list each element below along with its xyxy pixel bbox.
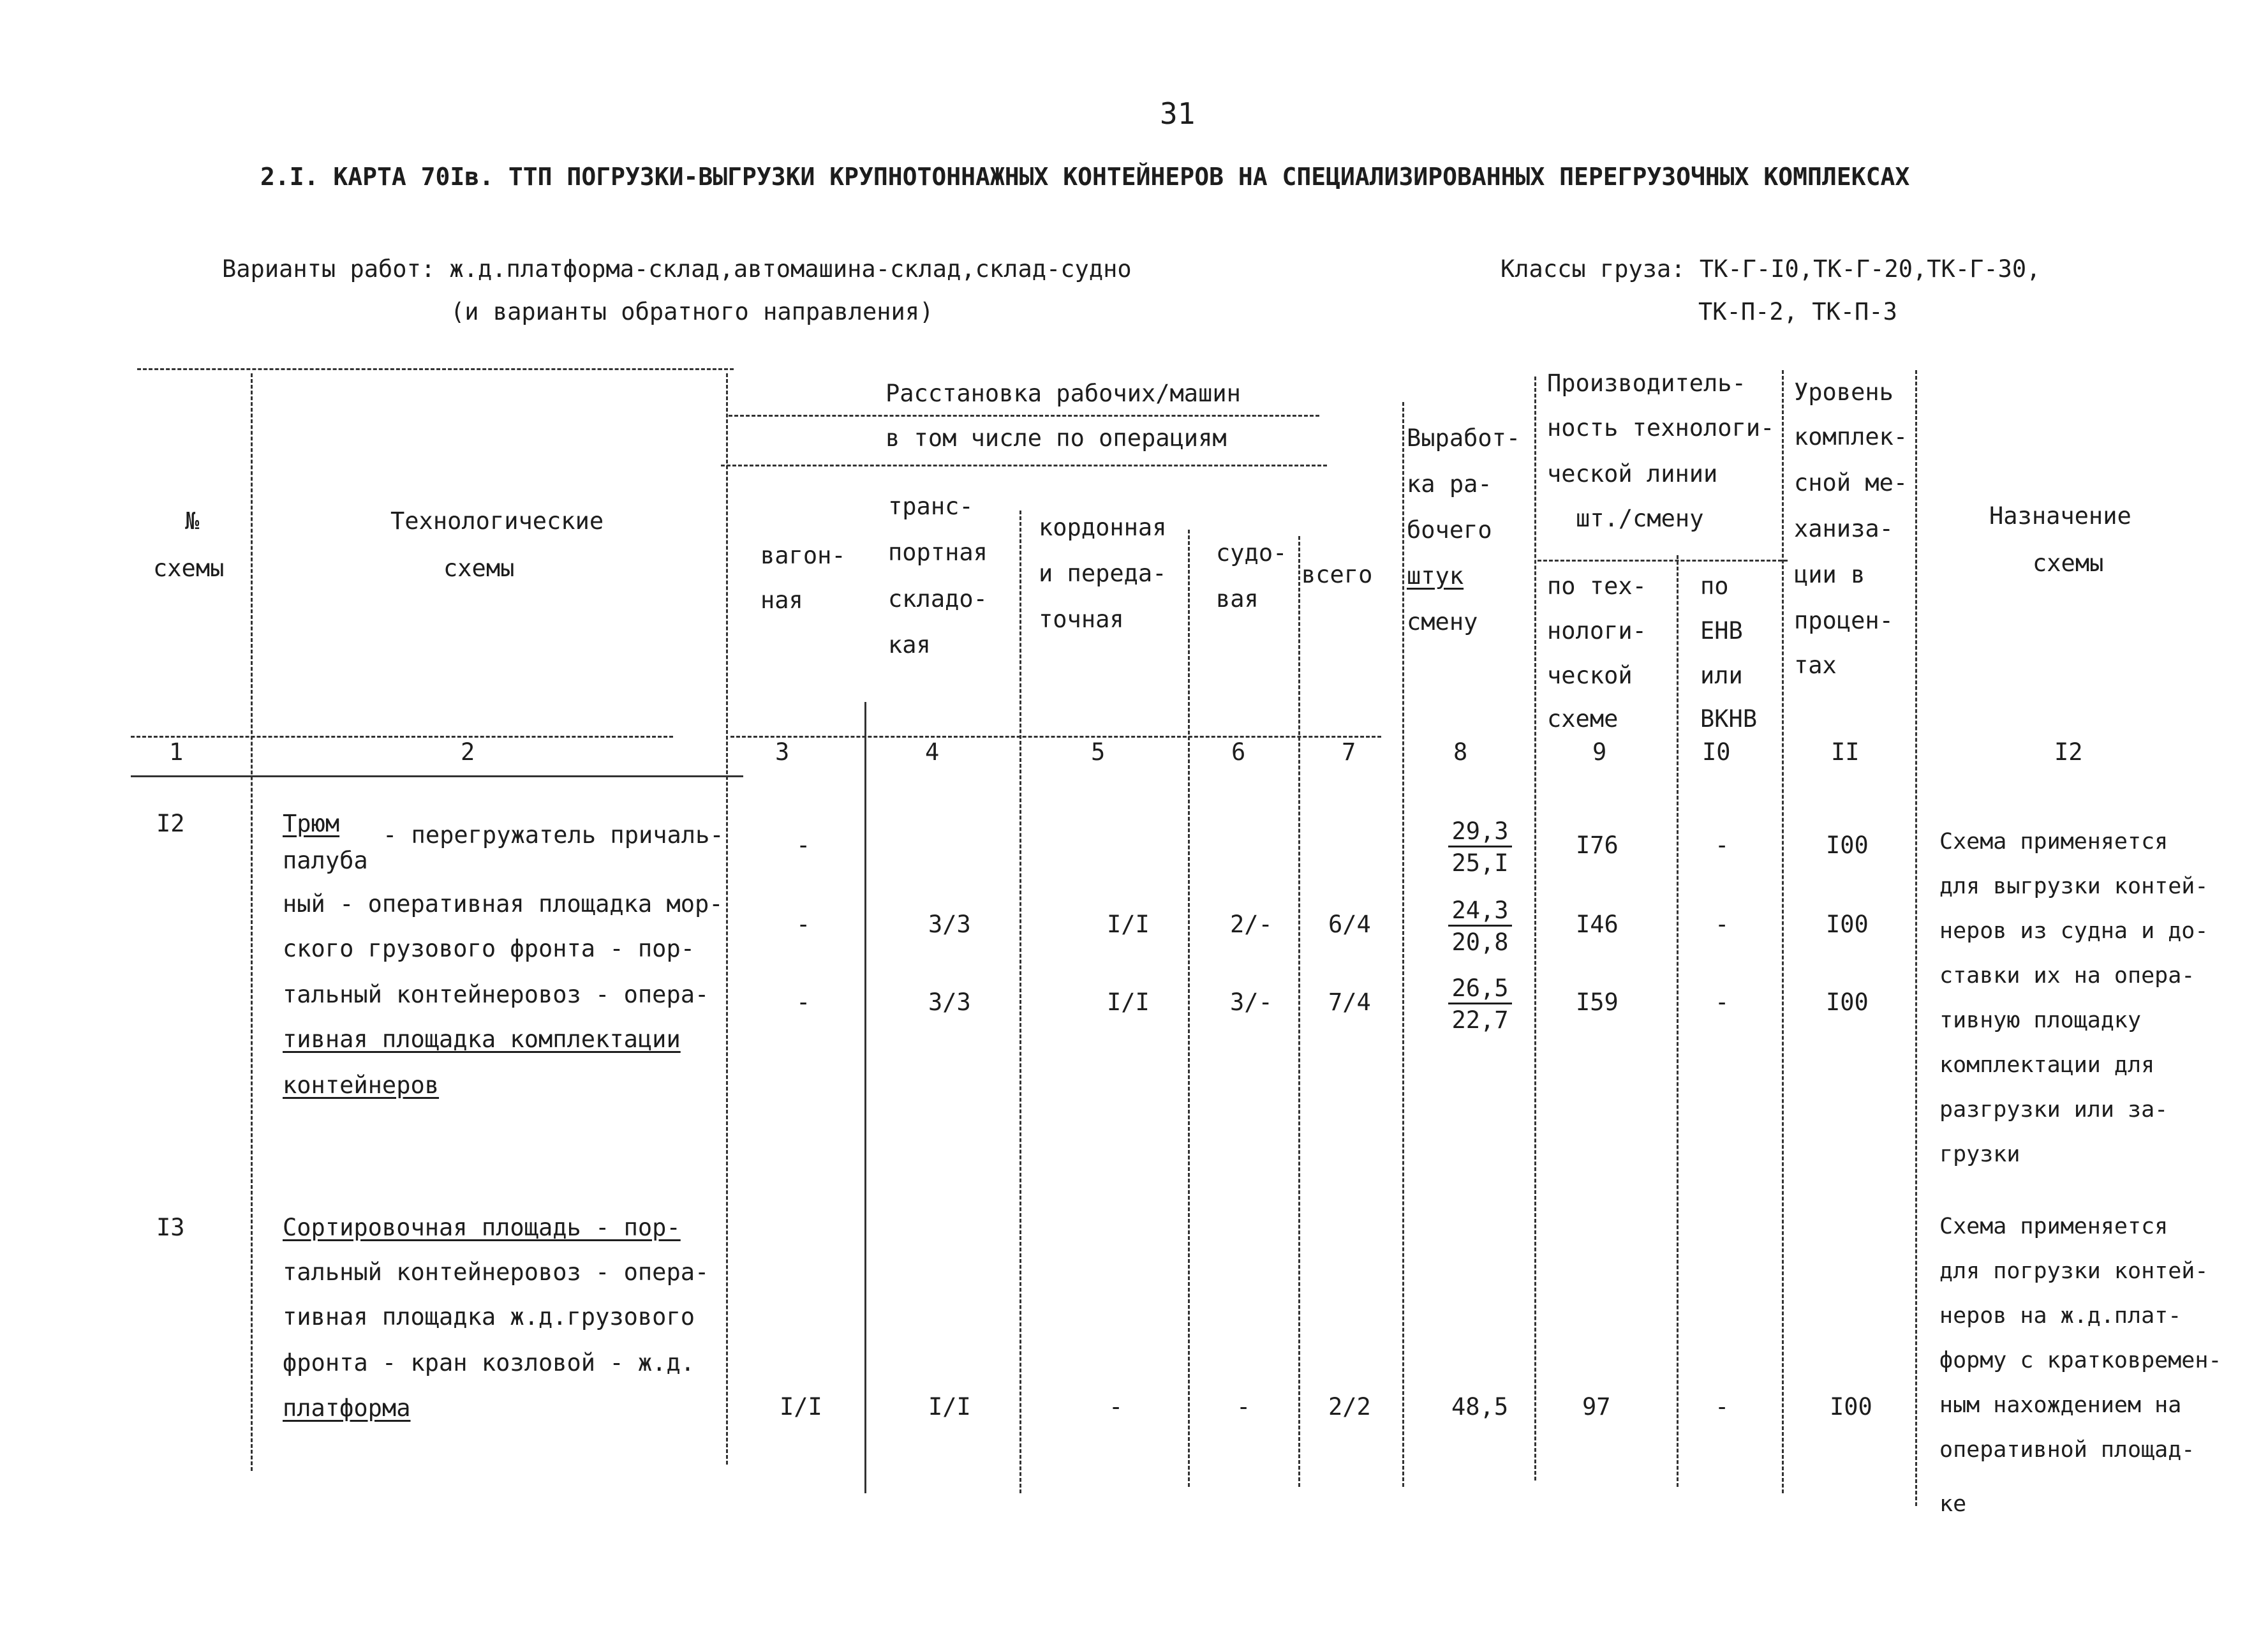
s13-cordon: - (1109, 1393, 1123, 1421)
s12-purpose-3: неров из судна и до- (1939, 918, 2209, 944)
s12-r3-cordon: I/I (1107, 988, 1150, 1016)
s12-purpose-1: Схема применяется (1939, 829, 2168, 854)
header-transport-3: складо- (888, 585, 988, 613)
header-group-sub: в том числе по операциям (886, 424, 1227, 452)
header-total: всего (1301, 561, 1373, 588)
scheme-12-deck-label: палуба (283, 847, 368, 874)
s12-r2-by-norm: - (1715, 911, 1730, 938)
s13-total: 2/2 (1328, 1393, 1371, 1421)
variants-line2: (и варианты обратного направления) (450, 298, 934, 325)
header-purpose-2: схемы (2033, 549, 2104, 577)
s12-r1-by-norm: - (1715, 832, 1730, 859)
s13-by-scheme: 97 (1582, 1393, 1611, 1421)
header-output-2: ка ра- (1407, 470, 1492, 498)
col-divider-9 (1677, 555, 1679, 1487)
s12-r3-by-norm: - (1715, 988, 1730, 1016)
s12-r3-mech: I00 (1826, 988, 1869, 1016)
s12-r3-output-num: 26,5 (1448, 976, 1512, 1004)
col-number-6: 6 (1231, 738, 1246, 766)
header-mech-level-2: комплек- (1794, 423, 1908, 451)
s13-purpose-4: форму с кратковремен- (1939, 1348, 2222, 1373)
col-divider-8 (1534, 377, 1536, 1481)
group-sub-rule (721, 465, 1327, 466)
s13-purpose-2: для погрузки контей- (1939, 1258, 2209, 1284)
s13-mech: I00 (1830, 1393, 1872, 1421)
s13-transport: I/I (928, 1393, 971, 1421)
col-divider-3 (864, 702, 866, 1493)
scheme-13-text-1-value: Сортировочная площадь - пор- (283, 1214, 681, 1241)
col-number-2: 2 (461, 738, 475, 766)
header-mech-level-7: тах (1794, 652, 1837, 679)
s12-r2-wagon: - (796, 911, 811, 938)
header-output-4: штук (1407, 562, 1464, 590)
col-divider-10 (1782, 370, 1784, 1493)
scheme-12-text-6: контейнеров (283, 1071, 440, 1099)
header-cordon-2: и переда- (1039, 560, 1167, 587)
s12-r2-total: 6/4 (1328, 911, 1371, 938)
group-header-rule (729, 415, 1319, 417)
scheme-12-text-1: - перегружатель причаль- (383, 821, 724, 849)
col-divider-4 (1019, 511, 1021, 1493)
col-divider-2 (726, 373, 728, 1465)
col-divider-7 (1402, 402, 1404, 1487)
cargo-classes-line2: ТК-П-2, ТК-П-3 (1698, 298, 1897, 325)
header-transport-4: кая (888, 631, 931, 659)
scheme-12-text-2: ный - оперативная площадка мор- (283, 890, 723, 918)
s12-r1-output-num: 29,3 (1448, 819, 1512, 847)
header-mech-level-3: сной ме- (1794, 469, 1908, 496)
header-cordon-3: точная (1039, 606, 1124, 633)
s13-purpose-7: ке (1939, 1491, 1967, 1517)
header-by-norm-4: ВКНВ (1700, 705, 1758, 733)
header-by-norm-2: ЕНВ (1700, 617, 1743, 645)
s12-r2-by-scheme: I46 (1576, 911, 1619, 938)
header-purpose-1: Назначение (1989, 502, 2131, 530)
scheme-12-number: I2 (156, 810, 185, 837)
s12-r3-ship: 3/- (1230, 988, 1273, 1016)
s12-r1-wagon: - (796, 832, 811, 859)
header-productivity-3: ческой линии (1547, 460, 1718, 488)
scheme-12-text-4: тальный контейнеровоз - опера- (283, 981, 709, 1008)
header-wagon-2: ная (760, 586, 803, 614)
s12-r3-output-den: 22,7 (1451, 1006, 1509, 1034)
col-divider-5 (1188, 530, 1190, 1487)
header-transport-1: транс- (888, 493, 974, 520)
header-ship-2: вая (1216, 585, 1259, 613)
col-number-11: II (1831, 738, 1860, 766)
s12-purpose-5: тивную площадку (1939, 1008, 2142, 1033)
header-group-title: Расстановка рабочих/машин (886, 380, 1241, 407)
scheme-12-text-3: ского грузового фронта - пор- (283, 935, 695, 962)
scheme-13-text-3: тивная площадка ж.д.грузового (283, 1303, 695, 1331)
header-tech-schemes-2: схемы (443, 555, 515, 582)
s13-ship: - (1236, 1393, 1251, 1421)
s12-r2-cordon: I/I (1107, 911, 1150, 938)
s13-wagon: I/I (780, 1393, 822, 1421)
s12-r2-output-num: 24,3 (1448, 899, 1512, 927)
s12-r3-output (1448, 976, 1512, 1032)
scheme-13-text-4: фронта - кран козловой - ж.д. (283, 1349, 695, 1376)
s12-r3-total: 7/4 (1328, 988, 1371, 1016)
cargo-classes-line1: Классы груза: ТК-Г-I0,ТК-Г-20,ТК-Г-30, (1501, 255, 2041, 283)
page-heading: 2.I. КАРТА 70Iв. ТТП ПОГРУЗКИ-ВЫГРУЗКИ КРУПНОТОННАЖНЫХ КОНТЕЙНЕРОВ НА СПЕЦИАЛИЗИРОВАННЫХ ПЕРЕГРУЗОЧНЫХ КОМПЛЕКСАХ (260, 163, 1910, 191)
col-divider-1 (251, 373, 253, 1471)
col-number-3: 3 (775, 738, 790, 766)
header-by-scheme-4: схеме (1547, 705, 1619, 733)
col-number-8: 8 (1453, 738, 1468, 766)
s12-purpose-8: грузки (1939, 1142, 2020, 1167)
header-cordon-1: кордонная (1039, 514, 1167, 541)
header-by-scheme-1: по тех- (1547, 572, 1647, 600)
header-by-scheme-2: нологи- (1547, 617, 1647, 645)
s12-r2-mech: I00 (1826, 911, 1869, 938)
header-by-scheme-3: ческой (1547, 662, 1633, 689)
header-mech-level-6: процен- (1794, 607, 1894, 634)
scheme-13-text-5: платформа (283, 1394, 411, 1422)
col-number-5: 5 (1091, 738, 1106, 766)
s12-purpose-6: комплектации для (1939, 1052, 2155, 1078)
header-transport-2: портная (888, 539, 988, 566)
scheme-13-text-2: тальный контейнеровоз - опера- (283, 1258, 709, 1286)
s13-purpose-5: ным нахождением на (1939, 1392, 2182, 1418)
s13-output: 48,5 (1451, 1393, 1509, 1421)
header-scheme-no-2: схемы (153, 555, 225, 582)
s12-r2-output-den: 20,8 (1451, 929, 1509, 956)
s12-r3-transport: 3/3 (928, 988, 971, 1016)
s12-purpose-2: для выгрузки контей- (1939, 874, 2209, 899)
s12-r1-by-scheme: I76 (1576, 832, 1619, 859)
header-bottom-rule-1 (131, 736, 673, 738)
col-number-12: I2 (2054, 738, 2083, 766)
page-number: 31 (1160, 96, 1196, 131)
col-divider-6 (1298, 536, 1300, 1487)
header-tech-schemes-1: Технологические (390, 507, 604, 535)
header-mech-level-1: Уровень (1794, 378, 1894, 406)
scheme-12-hold-label: Трюм (283, 810, 340, 837)
s12-r2-ship: 2/- (1230, 911, 1273, 938)
header-ship-1: судо- (1216, 539, 1287, 567)
col-number-10: I0 (1702, 738, 1731, 766)
header-by-norm-3: или (1700, 662, 1743, 689)
header-output-1: Выработ- (1407, 424, 1521, 452)
s13-purpose-1: Схема применяется (1939, 1214, 2168, 1239)
scheme-12-text-5: тивная площадка комплектации (283, 1026, 681, 1053)
s13-purpose-3: неров на ж.д.плат- (1939, 1303, 2182, 1329)
s13-by-norm: - (1715, 1393, 1730, 1421)
col-divider-11 (1915, 370, 1917, 1506)
header-scheme-no-1: № (185, 507, 200, 535)
header-mech-level-5: ции в (1794, 561, 1865, 588)
header-output-5: смену (1407, 608, 1478, 636)
header-productivity-2: ность технологи- (1547, 414, 1775, 442)
col-number-4: 4 (925, 738, 940, 766)
col-number-9: 9 (1592, 738, 1607, 766)
header-output-3: бочего (1407, 516, 1492, 544)
s12-r1-output (1448, 819, 1512, 875)
s12-r1-mech: I00 (1826, 832, 1869, 859)
header-by-norm-1: по (1700, 572, 1729, 600)
table-top-rule (137, 368, 734, 370)
s12-r2-transport: 3/3 (928, 911, 971, 938)
col-number-1: 1 (169, 738, 184, 766)
variants-line1: Варианты работ: ж.д.платформа-склад,автомашина-склад,склад-судно (222, 255, 1132, 283)
header-productivity-4: шт./смену (1576, 505, 1704, 532)
s12-r2-output (1448, 899, 1512, 954)
colnum-bottom-rule (131, 775, 743, 777)
scheme-13-text-1 (283, 1216, 681, 1239)
s12-purpose-7: разгрузки или за- (1939, 1097, 2168, 1123)
productivity-sub-rule (1538, 560, 1788, 562)
header-productivity-1: Производитель- (1547, 369, 1746, 397)
s12-r1-output-den: 25,I (1451, 849, 1509, 877)
header-wagon-1: вагон- (760, 542, 846, 569)
s12-r3-by-scheme: I59 (1576, 988, 1619, 1016)
header-mech-level-4: ханиза- (1794, 515, 1894, 542)
s12-r3-wagon: - (796, 988, 811, 1016)
scheme-13-number: I3 (156, 1214, 185, 1241)
col-number-7: 7 (1342, 738, 1356, 766)
s13-purpose-6: оперативной площад- (1939, 1437, 2195, 1463)
header-bottom-rule-2 (730, 736, 1381, 738)
s12-purpose-4: ставки их на опера- (1939, 963, 2195, 988)
